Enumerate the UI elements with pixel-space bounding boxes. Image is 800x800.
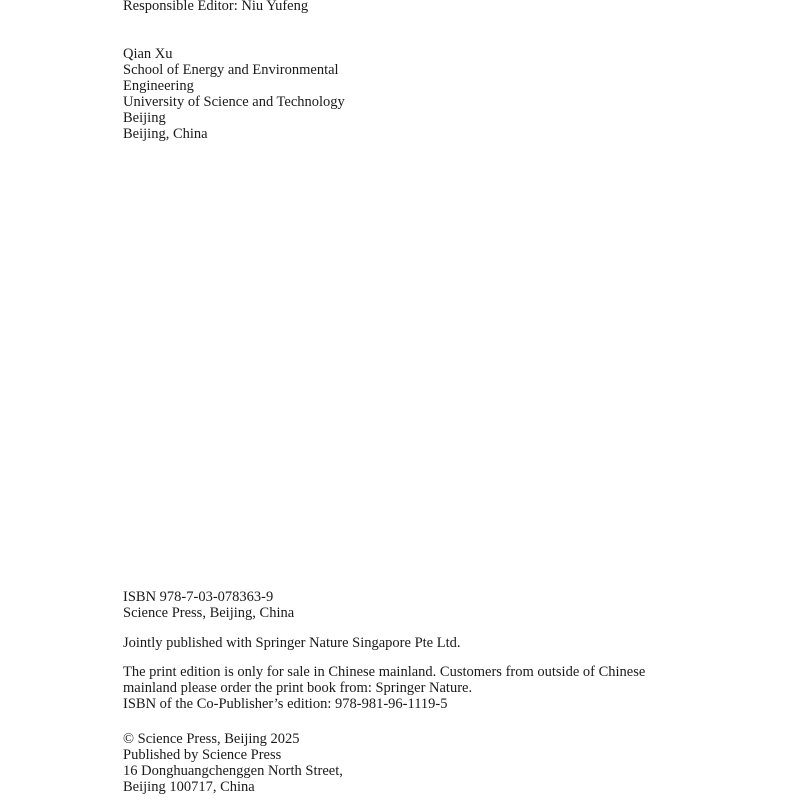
responsible-editor-line: Responsible Editor: Niu Yufeng: [123, 0, 309, 14]
publisher-line: Science Press, Beijing, China: [123, 605, 295, 621]
copyright-block: [123, 731, 763, 795]
author-affiliation-line: School of Energy and Environmental: [123, 62, 339, 78]
author-name: Qian Xu: [123, 46, 173, 62]
copyright-line: © Science Press, Beijing 2025: [123, 731, 300, 747]
joint-publication-block: [123, 635, 763, 651]
isbn-block: [123, 589, 763, 621]
address-line: 16 Donghuangchenggen North Street,: [123, 763, 343, 779]
responsible-editor-block: [123, 0, 763, 14]
published-by-line: Published by Science Press: [123, 747, 282, 763]
joint-publication-line: Jointly published with Springer Nature Singapore Pte Ltd.: [123, 635, 461, 651]
sale-notice-line: The print edition is only for sale in Chinese mainland. Customers from outside of Chinese: [123, 664, 646, 680]
author-affiliation-line: Engineering: [123, 78, 194, 94]
co-publisher-isbn-line: ISBN of the Co-Publisher’s edition: 978-981-96-1119-5: [123, 696, 448, 712]
author-location-line: Beijing, China: [123, 126, 208, 142]
sale-notice-line: mainland please order the print book from: Springer Nature.: [123, 680, 473, 696]
author-affiliation-line: University of Science and Technology: [123, 94, 345, 110]
address-line: Beijing 100717, China: [123, 779, 255, 795]
author-affiliation-line: Beijing: [123, 110, 166, 126]
sale-notice-block: [123, 664, 763, 712]
author-affiliation-block: [123, 46, 763, 142]
isbn-line: ISBN 978-7-03-078363-9: [123, 589, 274, 605]
